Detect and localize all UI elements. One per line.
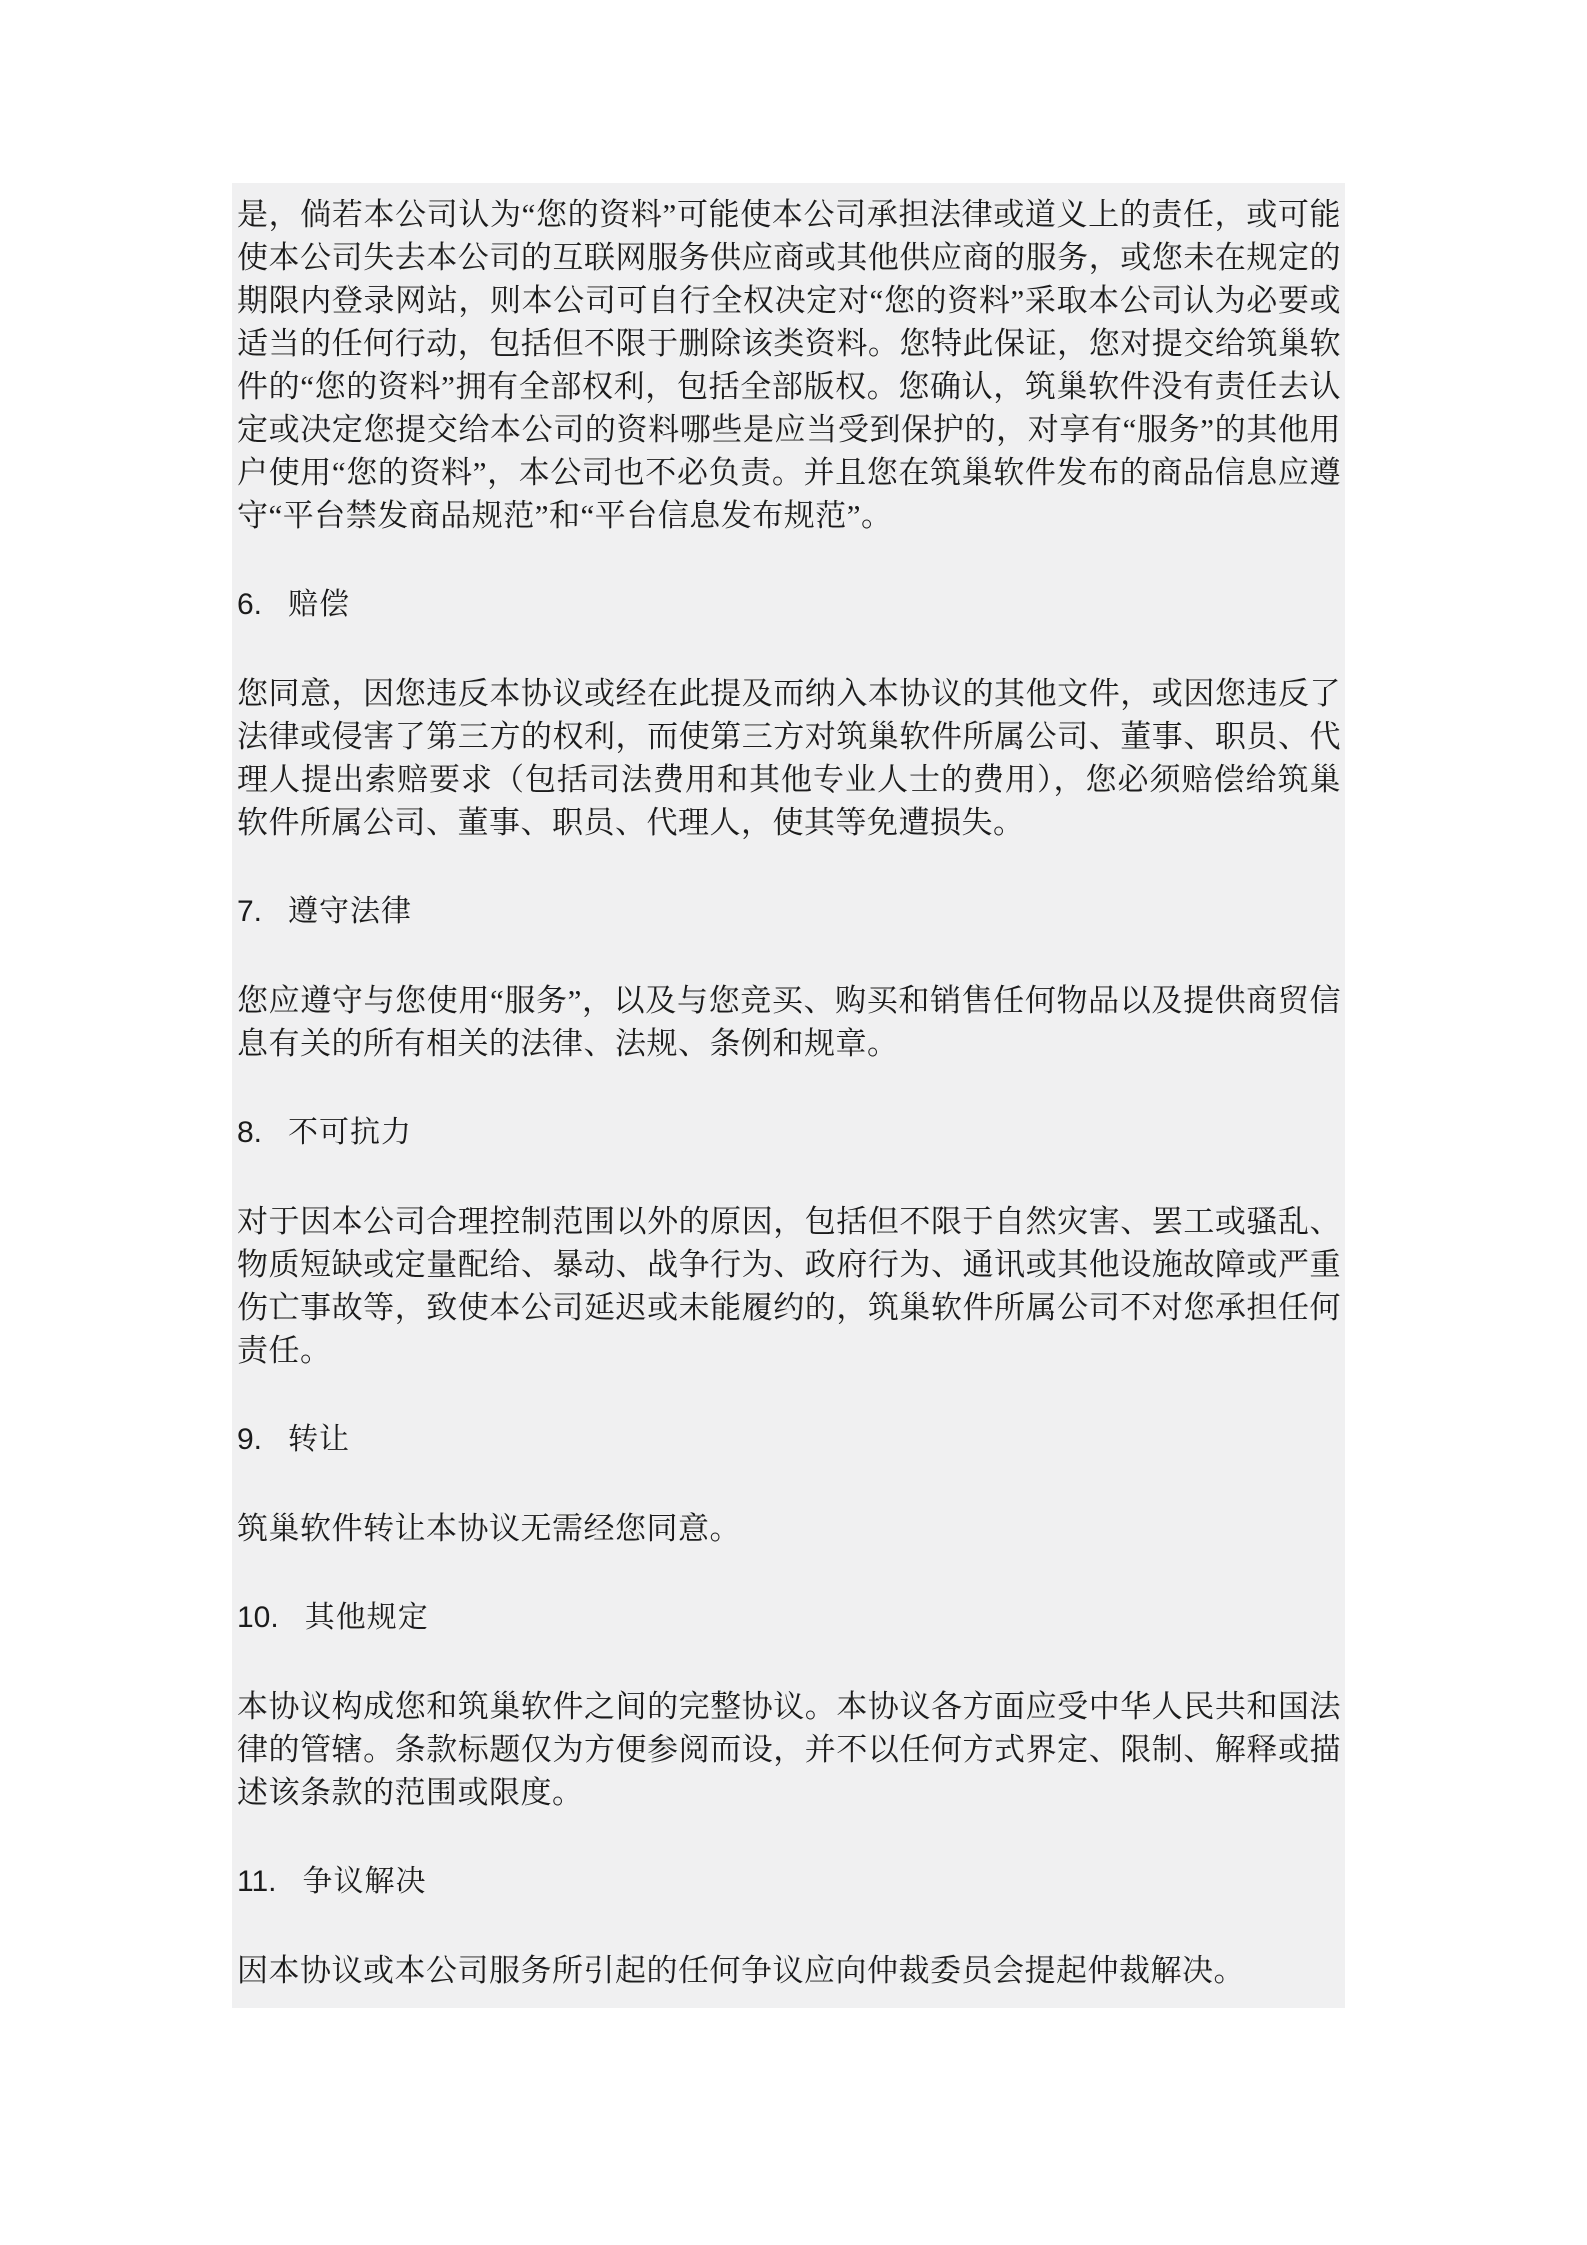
- section-title: 不可抗力: [288, 1116, 413, 1149]
- intro-paragraph: 是，倘若本公司认为“您的资料”可能使本公司承担法律或道义上的责任，或可能使本公司失去本公司的互联网服务供应商或其他供应商的服务，或您未在规定的期限内登录网站，则本公司可自行全权决定对“您的资料”采取本公司认为必要或适当的任何行动，包括但不限于删除该类资料。您特此保证，您对提交给筑巢软件的“您的资料”拥有全部权利，包括全部版权。您确认，筑巢软件没有责任去认定或决定您提交给本公司的资料哪些是应当受到保护的，对享有“服务”的其他用户使用“您的资料”，本公司也不必负责。并且您在筑巢软件发布的商品信息应遵守“平台禁发商品规范”和“平台信息发布规范”。: [237, 197, 1341, 533]
- section-number: 6.: [237, 588, 263, 621]
- section-9-heading: [237, 1418, 1341, 1461]
- section-6-body: 您同意，因您违反本协议或经在此提及而纳入本协议的其他文件，或因您违反了法律或侵害了第三方的权利，而使第三方对筑巢软件所属公司、董事、职员、代理人提出索赔要求（包括司法费用和其他专业人士的费用），您必须赔偿给筑巢软件所属公司、董事、职员、代理人，使其等免遭损失。: [237, 676, 1341, 840]
- section-10-body: 本协议构成您和筑巢软件之间的完整协议。本协议各方面应受中华人民共和国法律的管辖。条款标题仅为方便参阅而设，并不以任何方式界定、限制、解释或描述该条款的范围或限度。: [237, 1689, 1341, 1810]
- section-11-heading: [237, 1860, 1341, 1903]
- section-title: 转让: [288, 1423, 351, 1456]
- section-9-body: 筑巢软件转让本协议无需经您同意。: [237, 1511, 741, 1546]
- section-title: 争议解决: [302, 1865, 427, 1898]
- section-number: 10.: [237, 1601, 279, 1634]
- section-6-heading: [237, 583, 1341, 626]
- section-11-body: 因本协议或本公司服务所引起的任何争议应向仲裁委员会提起仲裁解决。: [237, 1953, 1245, 1988]
- section-number: 11.: [237, 1865, 277, 1898]
- terms-document: [232, 183, 1345, 2008]
- section-number: 7.: [237, 895, 263, 928]
- section-title: 遵守法律: [288, 895, 413, 928]
- section-number: 8.: [237, 1116, 263, 1149]
- section-8-heading: [237, 1111, 1341, 1154]
- section-title: 赔偿: [288, 588, 351, 621]
- section-number: 9.: [237, 1423, 263, 1456]
- section-title: 其他规定: [304, 1601, 429, 1634]
- section-7-heading: [237, 890, 1341, 933]
- section-8-body: 对于因本公司合理控制范围以外的原因，包括但不限于自然灾害、罢工或骚乱、物质短缺或定量配给、暴动、战争行为、政府行为、通讯或其他设施故障或严重伤亡事故等，致使本公司延迟或未能履约的，筑巢软件所属公司不对您承担任何责任。: [237, 1204, 1341, 1368]
- section-10-heading: [237, 1596, 1341, 1639]
- section-7-body: 您应遵守与您使用“服务”，以及与您竞买、购买和销售任何物品以及提供商贸信息有关的所有相关的法律、法规、条例和规章。: [237, 983, 1341, 1061]
